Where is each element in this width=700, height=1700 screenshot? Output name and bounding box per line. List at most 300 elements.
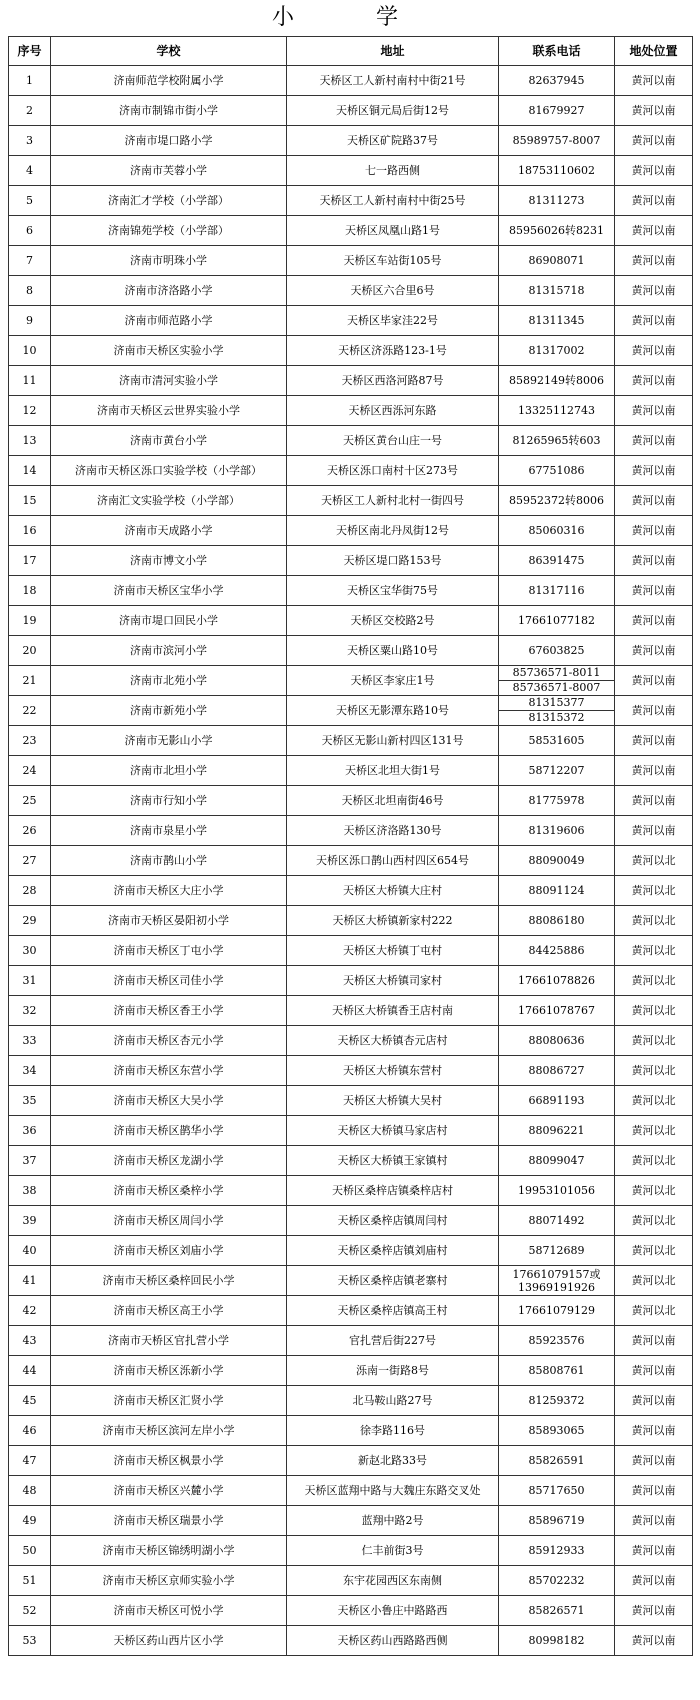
cell-index: 19 — [9, 606, 51, 636]
table-row — [9, 966, 693, 996]
table-row — [9, 816, 693, 846]
cell-location: 黄河以南 — [615, 606, 693, 636]
cell-index: 1 — [9, 66, 51, 96]
cell-school-name: 济南市天桥区大庄小学 — [51, 876, 287, 906]
cell-school-name: 济南市天桥区泺新小学 — [51, 1356, 287, 1386]
phone-number: 85736571-8011 — [499, 666, 614, 681]
table-row — [9, 1626, 693, 1656]
cell-school-name: 济南市泉星小学 — [51, 816, 287, 846]
cell-index: 24 — [9, 756, 51, 786]
cell-phone: 81317116 — [499, 576, 615, 606]
cell-index: 10 — [9, 336, 51, 366]
cell-school-name: 济南市天桥区东营小学 — [51, 1056, 287, 1086]
cell-index: 22 — [9, 696, 51, 726]
cell-school-name: 济南市天桥区鹊华小学 — [51, 1116, 287, 1146]
phone-number: 85736571-8007 — [512, 681, 601, 694]
table-row — [9, 756, 693, 786]
cell-school-name: 济南汇才学校（小学部） — [51, 186, 287, 216]
cell-address: 天桥区凤凰山路1号 — [287, 216, 499, 246]
cell-school-name: 济南市师范路小学 — [51, 306, 287, 336]
cell-location: 黄河以南 — [615, 1416, 693, 1446]
table-header-row — [9, 37, 693, 66]
cell-index: 29 — [9, 906, 51, 936]
cell-address: 天桥区济洛路130号 — [287, 816, 499, 846]
cell-location: 黄河以南 — [615, 546, 693, 576]
phone-number: 13969191926 — [518, 1280, 595, 1294]
cell-school-name: 济南市天桥区枫景小学 — [51, 1446, 287, 1476]
cell-school-name: 济南市天桥区龙湖小学 — [51, 1146, 287, 1176]
cell-index: 2 — [9, 96, 51, 126]
cell-location: 黄河以北 — [615, 1026, 693, 1056]
phone-number: 81315377 — [499, 696, 614, 711]
cell-location: 黄河以北 — [615, 1056, 693, 1086]
table-row — [9, 156, 693, 186]
cell-address: 天桥区交校路2号 — [287, 606, 499, 636]
table-row — [9, 306, 693, 336]
table-row — [9, 1086, 693, 1116]
cell-index: 14 — [9, 456, 51, 486]
table-row — [9, 636, 693, 666]
cell-school-name: 济南市天桥区丁屯小学 — [51, 936, 287, 966]
table-row — [9, 1446, 693, 1476]
header-phone: 联系电话 — [499, 37, 615, 66]
cell-phone: 88086180 — [499, 906, 615, 936]
cell-address: 天桥区北坦大街1号 — [287, 756, 499, 786]
table-row — [9, 1356, 693, 1386]
header-school: 学校 — [51, 37, 287, 66]
cell-address: 天桥区桑梓店镇刘庙村 — [287, 1236, 499, 1266]
cell-school-name: 济南市天桥区汇贤小学 — [51, 1386, 287, 1416]
table-row — [9, 1176, 693, 1206]
cell-school-name: 济南市制锦市街小学 — [51, 96, 287, 126]
cell-phone: 88096221 — [499, 1116, 615, 1146]
cell-address: 泺南一街路8号 — [287, 1356, 499, 1386]
cell-location: 黄河以北 — [615, 1206, 693, 1236]
table-row — [9, 546, 693, 576]
cell-address: 新赵北路33号 — [287, 1446, 499, 1476]
cell-address: 天桥区工人新村南村中街25号 — [287, 186, 499, 216]
phone-number: 81315372 — [528, 711, 585, 724]
cell-index: 37 — [9, 1146, 51, 1176]
cell-location: 黄河以南 — [615, 156, 693, 186]
cell-phone — [499, 1266, 615, 1296]
cell-school-name: 济南市北坦小学 — [51, 756, 287, 786]
cell-phone — [499, 666, 615, 696]
cell-phone: 88091124 — [499, 876, 615, 906]
cell-phone: 81775978 — [499, 786, 615, 816]
cell-location: 黄河以南 — [615, 396, 693, 426]
cell-location: 黄河以南 — [615, 366, 693, 396]
cell-address: 天桥区大桥镇王家镇村 — [287, 1146, 499, 1176]
cell-index: 47 — [9, 1446, 51, 1476]
cell-school-name: 济南师范学校附属小学 — [51, 66, 287, 96]
cell-address: 天桥区大桥镇香王店村南 — [287, 996, 499, 1026]
cell-school-name: 济南市天桥区大吴小学 — [51, 1086, 287, 1116]
cell-index: 40 — [9, 1236, 51, 1266]
cell-location: 黄河以北 — [615, 1266, 693, 1296]
cell-phone: 85826591 — [499, 1446, 615, 1476]
cell-location: 黄河以南 — [615, 816, 693, 846]
cell-school-name: 济南市鹊山小学 — [51, 846, 287, 876]
cell-index: 21 — [9, 666, 51, 696]
cell-index: 8 — [9, 276, 51, 306]
cell-phone: 81311273 — [499, 186, 615, 216]
cell-index: 51 — [9, 1566, 51, 1596]
cell-school-name: 济南市天成路小学 — [51, 516, 287, 546]
cell-phone: 85956026转8231 — [499, 216, 615, 246]
cell-index: 52 — [9, 1596, 51, 1626]
cell-phone: 84425886 — [499, 936, 615, 966]
table-row — [9, 846, 693, 876]
cell-index: 13 — [9, 426, 51, 456]
cell-index: 15 — [9, 486, 51, 516]
cell-phone: 58712207 — [499, 756, 615, 786]
cell-address: 北马鞍山路27号 — [287, 1386, 499, 1416]
cell-index: 16 — [9, 516, 51, 546]
cell-school-name: 济南市天桥区司佳小学 — [51, 966, 287, 996]
cell-address: 天桥区工人新村北村一街四号 — [287, 486, 499, 516]
table-row — [9, 1266, 693, 1296]
cell-address: 天桥区堤口路153号 — [287, 546, 499, 576]
cell-phone: 88080636 — [499, 1026, 615, 1056]
cell-index: 33 — [9, 1026, 51, 1056]
table-row — [9, 786, 693, 816]
table-row — [9, 1206, 693, 1236]
cell-address: 天桥区李家庄1号 — [287, 666, 499, 696]
cell-phone: 85923576 — [499, 1326, 615, 1356]
cell-index: 27 — [9, 846, 51, 876]
cell-index: 5 — [9, 186, 51, 216]
cell-address: 天桥区铜元局后街12号 — [287, 96, 499, 126]
cell-phone: 85893065 — [499, 1416, 615, 1446]
table-row — [9, 1506, 693, 1536]
cell-address: 天桥区桑梓店镇高王村 — [287, 1296, 499, 1326]
cell-phone: 88090049 — [499, 846, 615, 876]
cell-phone: 86908071 — [499, 246, 615, 276]
table-row — [9, 396, 693, 426]
cell-index: 26 — [9, 816, 51, 846]
cell-index: 9 — [9, 306, 51, 336]
cell-index: 20 — [9, 636, 51, 666]
cell-address: 天桥区大桥镇东营村 — [287, 1056, 499, 1086]
cell-phone: 85702232 — [499, 1566, 615, 1596]
cell-school-name: 济南汇文实验学校（小学部） — [51, 486, 287, 516]
cell-index: 6 — [9, 216, 51, 246]
cell-phone: 17661079129 — [499, 1296, 615, 1326]
cell-location: 黄河以南 — [615, 1356, 693, 1386]
phone-number: 17661079157或 — [512, 1267, 601, 1281]
cell-address: 天桥区六合里6号 — [287, 276, 499, 306]
table-row — [9, 1596, 693, 1626]
cell-address: 天桥区工人新村南村中街21号 — [287, 66, 499, 96]
cell-address: 天桥区毕家洼22号 — [287, 306, 499, 336]
cell-index: 31 — [9, 966, 51, 996]
cell-school-name: 济南市堤口路小学 — [51, 126, 287, 156]
cell-index: 28 — [9, 876, 51, 906]
cell-phone: 17661077182 — [499, 606, 615, 636]
cell-address: 东宇花园西区东南侧 — [287, 1566, 499, 1596]
cell-phone: 81265965转603 — [499, 426, 615, 456]
table-row — [9, 1296, 693, 1326]
cell-school-name: 济南市天桥区高王小学 — [51, 1296, 287, 1326]
table-row — [9, 426, 693, 456]
cell-address: 天桥区无影山新村四区131号 — [287, 726, 499, 756]
cell-address: 天桥区桑梓店镇周闫村 — [287, 1206, 499, 1236]
table-body — [9, 66, 693, 1656]
cell-school-name: 济南市清河实验小学 — [51, 366, 287, 396]
cell-address: 天桥区药山西路路西侧 — [287, 1626, 499, 1656]
cell-phone: 58531605 — [499, 726, 615, 756]
cell-index: 3 — [9, 126, 51, 156]
cell-phone: 82637945 — [499, 66, 615, 96]
table-row — [9, 186, 693, 216]
cell-index: 7 — [9, 246, 51, 276]
cell-address: 天桥区蓝翔中路与大魏庄东路交叉处 — [287, 1476, 499, 1506]
cell-phone: 81315718 — [499, 276, 615, 306]
cell-location: 黄河以南 — [615, 186, 693, 216]
cell-location: 黄河以北 — [615, 966, 693, 996]
cell-index: 50 — [9, 1536, 51, 1566]
cell-index: 48 — [9, 1476, 51, 1506]
cell-phone: 85952372转8006 — [499, 486, 615, 516]
cell-address: 天桥区济泺路123-1号 — [287, 336, 499, 366]
cell-address: 天桥区桑梓店镇老寨村 — [287, 1266, 499, 1296]
table-row — [9, 366, 693, 396]
cell-location: 黄河以南 — [615, 276, 693, 306]
header-index: 序号 — [9, 37, 51, 66]
cell-school-name: 济南市博文小学 — [51, 546, 287, 576]
cell-location: 黄河以北 — [615, 1296, 693, 1326]
cell-address: 天桥区矿院路37号 — [287, 126, 499, 156]
cell-address: 天桥区无影潭东路10号 — [287, 696, 499, 726]
table-row — [9, 726, 693, 756]
table-row — [9, 666, 693, 696]
cell-index: 30 — [9, 936, 51, 966]
cell-phone: 17661078826 — [499, 966, 615, 996]
header-location: 地处位置 — [615, 37, 693, 66]
cell-location: 黄河以南 — [615, 216, 693, 246]
table-row — [9, 126, 693, 156]
table-row — [9, 1536, 693, 1566]
cell-location: 黄河以北 — [615, 876, 693, 906]
header-address: 地址 — [287, 37, 499, 66]
table-row — [9, 1476, 693, 1506]
cell-location: 黄河以北 — [615, 1236, 693, 1266]
cell-location: 黄河以南 — [615, 666, 693, 696]
cell-location: 黄河以南 — [615, 336, 693, 366]
cell-address: 天桥区车站街105号 — [287, 246, 499, 276]
cell-school-name: 济南市黄台小学 — [51, 426, 287, 456]
cell-school-name: 济南市天桥区晏阳初小学 — [51, 906, 287, 936]
cell-index: 49 — [9, 1506, 51, 1536]
cell-school-name: 济南市无影山小学 — [51, 726, 287, 756]
cell-phone: 67603825 — [499, 636, 615, 666]
table-row — [9, 276, 693, 306]
cell-address: 天桥区北坦南街46号 — [287, 786, 499, 816]
cell-address: 天桥区小鲁庄中路路西 — [287, 1596, 499, 1626]
cell-phone: 19953101056 — [499, 1176, 615, 1206]
cell-address: 天桥区大桥镇新家村222 — [287, 906, 499, 936]
cell-school-name: 济南市天桥区官扎营小学 — [51, 1326, 287, 1356]
cell-location: 黄河以南 — [615, 1326, 693, 1356]
cell-address: 天桥区桑梓店镇桑梓店村 — [287, 1176, 499, 1206]
cell-location: 黄河以北 — [615, 1146, 693, 1176]
table-row — [9, 876, 693, 906]
cell-phone: 85808761 — [499, 1356, 615, 1386]
table-row — [9, 696, 693, 726]
cell-phone: 81679927 — [499, 96, 615, 126]
table-row — [9, 1236, 693, 1266]
cell-phone: 85060316 — [499, 516, 615, 546]
table-row — [9, 246, 693, 276]
cell-address: 天桥区泺口鹊山西村四区654号 — [287, 846, 499, 876]
cell-location: 黄河以南 — [615, 1566, 693, 1596]
table-row — [9, 1416, 693, 1446]
cell-location: 黄河以南 — [615, 246, 693, 276]
cell-index: 44 — [9, 1356, 51, 1386]
cell-index: 34 — [9, 1056, 51, 1086]
phone-list — [499, 1268, 614, 1294]
cell-school-name: 济南市行知小学 — [51, 786, 287, 816]
cell-location: 黄河以南 — [615, 306, 693, 336]
phone-list — [499, 666, 614, 695]
cell-location: 黄河以南 — [615, 696, 693, 726]
cell-address: 天桥区粟山路10号 — [287, 636, 499, 666]
cell-address: 天桥区黄台山庄一号 — [287, 426, 499, 456]
cell-location: 黄河以北 — [615, 936, 693, 966]
cell-school-name: 济南锦苑学校（小学部） — [51, 216, 287, 246]
cell-phone: 88071492 — [499, 1206, 615, 1236]
table-row — [9, 606, 693, 636]
cell-school-name: 济南市天桥区滨河左岸小学 — [51, 1416, 287, 1446]
cell-address: 天桥区大桥镇大吴村 — [287, 1086, 499, 1116]
table-row — [9, 1056, 693, 1086]
cell-address: 蓝翔中路2号 — [287, 1506, 499, 1536]
cell-phone: 18753110602 — [499, 156, 615, 186]
cell-phone: 88099047 — [499, 1146, 615, 1176]
cell-school-name: 济南市天桥区京师实验小学 — [51, 1566, 287, 1596]
cell-school-name: 济南市天桥区锦绣明湖小学 — [51, 1536, 287, 1566]
cell-school-name: 济南市芙蓉小学 — [51, 156, 287, 186]
cell-school-name: 济南市天桥区桑梓回民小学 — [51, 1266, 287, 1296]
table-row — [9, 1326, 693, 1356]
cell-phone: 81317002 — [499, 336, 615, 366]
cell-index: 25 — [9, 786, 51, 816]
cell-index: 12 — [9, 396, 51, 426]
cell-index: 38 — [9, 1176, 51, 1206]
cell-address: 天桥区大桥镇丁屯村 — [287, 936, 499, 966]
cell-phone: 85989757-8007 — [499, 126, 615, 156]
cell-index: 45 — [9, 1386, 51, 1416]
cell-index: 43 — [9, 1326, 51, 1356]
cell-index: 11 — [9, 366, 51, 396]
cell-address: 徐李路116号 — [287, 1416, 499, 1446]
table-row — [9, 486, 693, 516]
cell-location: 黄河以南 — [615, 456, 693, 486]
table-row — [9, 336, 693, 366]
cell-index: 41 — [9, 1266, 51, 1296]
cell-location: 黄河以南 — [615, 636, 693, 666]
cell-school-name: 济南市天桥区刘庙小学 — [51, 1236, 287, 1266]
cell-location: 黄河以南 — [615, 1446, 693, 1476]
table-row — [9, 66, 693, 96]
table-row — [9, 1146, 693, 1176]
table-row — [9, 1386, 693, 1416]
cell-index: 36 — [9, 1116, 51, 1146]
cell-phone: 58712689 — [499, 1236, 615, 1266]
cell-location: 黄河以南 — [615, 1596, 693, 1626]
cell-school-name: 济南市天桥区香王小学 — [51, 996, 287, 1026]
cell-school-name: 济南市滨河小学 — [51, 636, 287, 666]
page-title: 小 学 — [271, 5, 428, 30]
cell-index: 17 — [9, 546, 51, 576]
cell-address: 天桥区泺口南村十区273号 — [287, 456, 499, 486]
table-row — [9, 906, 693, 936]
cell-location: 黄河以北 — [615, 996, 693, 1026]
table-row — [9, 456, 693, 486]
cell-school-name: 济南市明珠小学 — [51, 246, 287, 276]
cell-phone: 80998182 — [499, 1626, 615, 1656]
cell-index: 42 — [9, 1296, 51, 1326]
cell-phone: 85896719 — [499, 1506, 615, 1536]
cell-phone: 85912933 — [499, 1536, 615, 1566]
cell-location: 黄河以北 — [615, 906, 693, 936]
cell-index: 32 — [9, 996, 51, 1026]
cell-address: 天桥区大桥镇杏元店村 — [287, 1026, 499, 1056]
cell-index: 23 — [9, 726, 51, 756]
school-table — [8, 36, 693, 1656]
cell-address: 天桥区南北丹凤街12号 — [287, 516, 499, 546]
cell-address: 天桥区大桥镇大庄村 — [287, 876, 499, 906]
cell-location: 黄河以南 — [615, 1506, 693, 1536]
cell-location: 黄河以北 — [615, 1086, 693, 1116]
table-row — [9, 576, 693, 606]
cell-location: 黄河以南 — [615, 126, 693, 156]
cell-location: 黄河以南 — [615, 66, 693, 96]
cell-school-name: 济南市天桥区杏元小学 — [51, 1026, 287, 1056]
table-row — [9, 996, 693, 1026]
table-row — [9, 96, 693, 126]
cell-school-name: 济南市天桥区瑞景小学 — [51, 1506, 287, 1536]
cell-location: 黄河以南 — [615, 1476, 693, 1506]
cell-school-name: 济南市天桥区云世界实验小学 — [51, 396, 287, 426]
cell-index: 35 — [9, 1086, 51, 1116]
cell-index: 53 — [9, 1626, 51, 1656]
cell-phone: 66891193 — [499, 1086, 615, 1116]
cell-address: 天桥区西洛河路87号 — [287, 366, 499, 396]
cell-school-name: 济南市济洛路小学 — [51, 276, 287, 306]
cell-school-name: 济南市天桥区宝华小学 — [51, 576, 287, 606]
cell-address: 天桥区西泺河东路 — [287, 396, 499, 426]
cell-address: 天桥区大桥镇司家村 — [287, 966, 499, 996]
cell-address: 官扎营后街227号 — [287, 1326, 499, 1356]
cell-phone: 81319606 — [499, 816, 615, 846]
cell-location: 黄河以南 — [615, 576, 693, 606]
cell-phone: 81311345 — [499, 306, 615, 336]
cell-phone: 85892149转8006 — [499, 366, 615, 396]
cell-school-name: 天桥区药山西片区小学 — [51, 1626, 287, 1656]
cell-location: 黄河以南 — [615, 726, 693, 756]
cell-index: 18 — [9, 576, 51, 606]
cell-phone: 13325112743 — [499, 396, 615, 426]
cell-phone: 81259372 — [499, 1386, 615, 1416]
cell-phone: 85826571 — [499, 1596, 615, 1626]
table-row — [9, 1116, 693, 1146]
table-row — [9, 1026, 693, 1056]
cell-location: 黄河以南 — [615, 756, 693, 786]
cell-location: 黄河以南 — [615, 426, 693, 456]
cell-address: 天桥区宝华街75号 — [287, 576, 499, 606]
